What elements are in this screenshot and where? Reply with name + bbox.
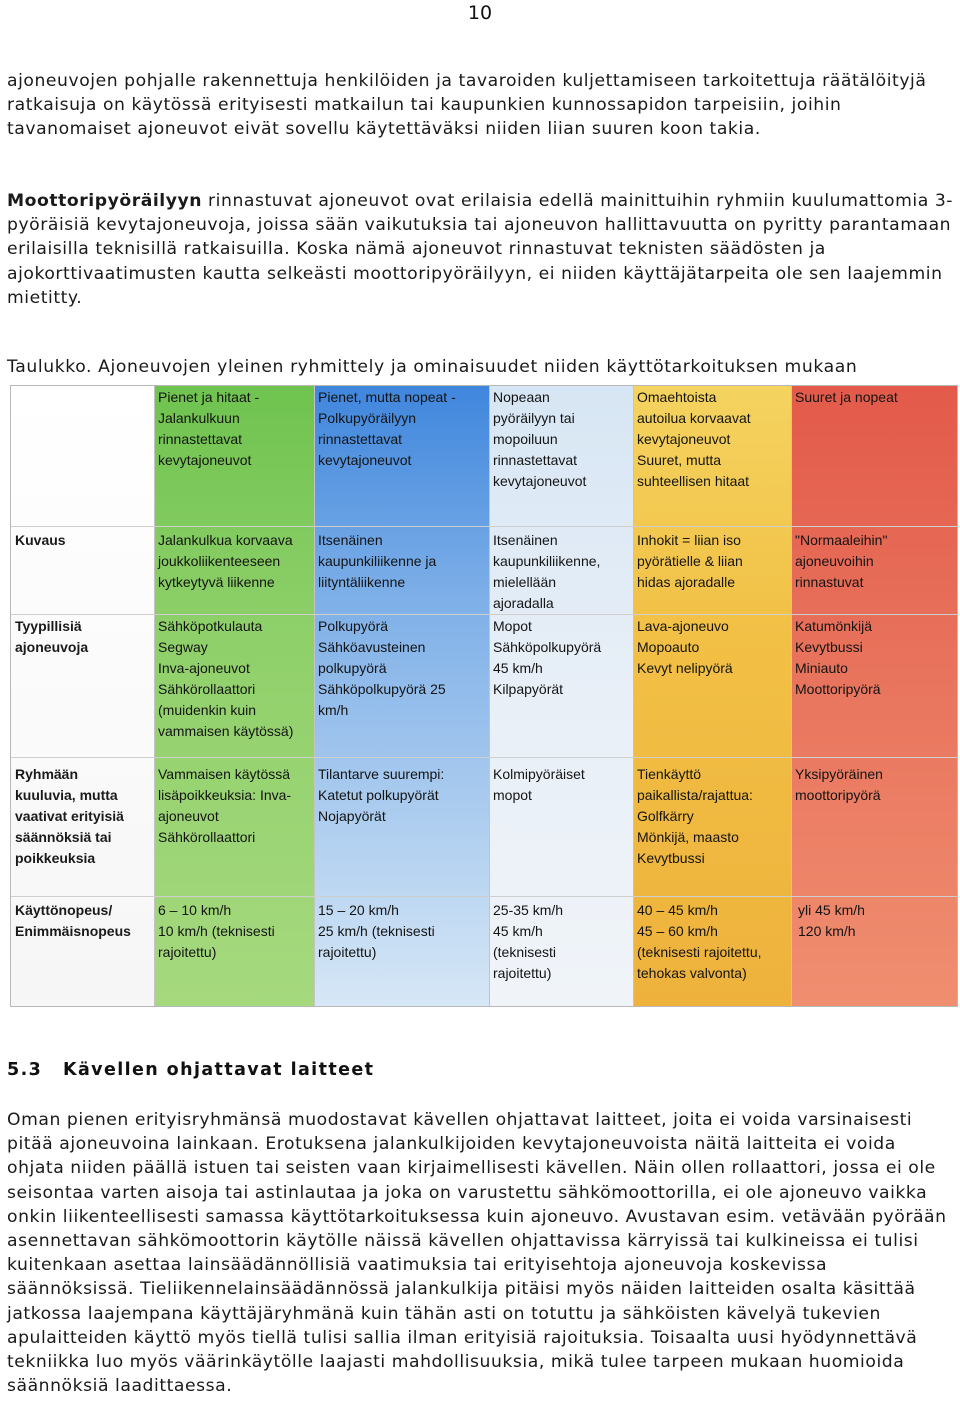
table-cell: Kolmipyöräiset mopot (493, 766, 585, 803)
vehicle-grouping-table (10, 385, 958, 1007)
table-cell: Polkupyörä Sähköavusteinen polkupyörä Sähköpolkupyörä 25 km/h (318, 618, 446, 718)
table-cell: Itsenäinen kaupunkiliikenne, mielellään ajoradalla (493, 532, 601, 611)
table-cell: Jalankulkua korvaava joukkoliikenteeseen kytkeytyvä liikenne (158, 532, 293, 590)
section-heading (7, 1060, 374, 1080)
row-label: Käyttönopeus/ Enimmäisnopeus (15, 902, 131, 939)
paragraph-motorcycle (7, 189, 955, 310)
table-row-divider (11, 757, 957, 758)
paragraph-intro: ajoneuvojen pohjalle rakennettuja henkilöiden ja tavaroiden kuljettamiseen tarkoitettuja räätälöityjä ratkaisuja on käytössä erityisesti matkailun tai kaupunkien kunnossapidon tarpeisiin, joihin tavanomaiset ajoneuvot eivät sovellu käytettäväksi niiden liian suuren koon takia. (7, 71, 927, 140)
row-label: Tyypillisiä ajoneuvoja (15, 618, 89, 655)
table-row-divider (11, 526, 957, 527)
table-cell: Katumönkijä Kevytbussi Miniauto Moottoripyörä (795, 618, 881, 697)
table-cell: yli 45 km/h 120 km/h (798, 902, 865, 939)
table-cell: 15 – 20 km/h 25 km/h (teknisesti rajoitettu) (318, 902, 435, 960)
table-cell: Yksipyöräinen moottoripyörä (795, 766, 883, 803)
table-cell: Lava-ajoneuvo Mopoauto Kevyt nelipyörä (637, 618, 733, 676)
column-header: Pienet ja hitaat - Jalankulkuun rinnastettavat kevytajoneuvot (158, 389, 260, 468)
table-cell: Itsenäinen kaupunkiliikenne ja liityntäliikenne (318, 532, 437, 590)
column-header: Omaehtoista autoilua korvaavat kevytajoneuvot Suuret, mutta suhteellisen hitaat (637, 389, 751, 489)
table-cell: Inhokit = liian iso pyörätielle & liian hidas ajoradalle (637, 532, 743, 590)
row-label: Kuvaus (15, 532, 66, 548)
table-divider (633, 386, 634, 1006)
section-title: Kävellen ohjattavat laitteet (63, 1060, 375, 1080)
section-number: 5.3 (7, 1060, 43, 1080)
table-divider (314, 386, 315, 1006)
table-cell: Tienkäyttö paikallista/rajattua: Golfkärry Mönkijä, maasto Kevytbussi (637, 766, 753, 866)
table-divider (154, 386, 155, 1006)
table-cell: Vammaisen käytössä lisäpoikkeuksia: Inva- ajoneuvot Sähkörollaattori (158, 766, 292, 845)
paragraph-motorcycle-text: rinnastuvat ajoneuvot ovat erilaisia edellä mainittuihin ryhmiin kuulumattomia 3-pyöräisiä kevytajoneuvoja, joissa sään vaikutuksia tai ajoneuvon hallittavuutta on pyritty parantamaan erilaisilla teknisillä ratkaisuilla. Koska nämä ajoneuvot rinnastuvat teknisten säädösten ja ajokorttivaatimusten kautta selkeästi moottoripyöräilyyn, ei niiden käyttäjätarpeita ole sen laajemmin mietitty. (7, 191, 954, 308)
table-cell: 25-35 km/h 45 km/h (teknisesti rajoitettu) (493, 902, 564, 981)
table-divider (489, 386, 490, 1006)
table-cell: 6 – 10 km/h 10 km/h (teknisesti rajoitettu) (158, 902, 275, 960)
table-caption: Taulukko. Ajoneuvojen yleinen ryhmittely ja ominaisuudet niiden käyttötarkoituksen mukaan (7, 357, 858, 377)
table-cell: Sähköpotkulauta Segway Inva-ajoneuvot Sähkörollaattori (muidenkin kuin vammaisen käytössä) (158, 618, 294, 739)
table-row-divider (11, 896, 957, 897)
table-cell: 40 – 45 km/h 45 – 60 km/h (teknisesti rajoitettu, tehokas valvonta) (637, 902, 762, 981)
table-row-divider (11, 614, 957, 615)
page-number: 10 (467, 2, 493, 24)
column-header: Suuret ja nopeat (795, 389, 898, 405)
column-header: Nopeaan pyöräilyyn tai mopoiluun rinnastettavat kevytajoneuvot (493, 389, 587, 489)
table-divider (791, 386, 792, 1006)
table-cell: Mopot Sähköpolkupyörä 45 km/h Kilpapyörät (493, 618, 602, 697)
table-cell: Tilantarve suurempi: Katetut polkupyörät Nojapyörät (318, 766, 445, 824)
table-cell: "Normaaleihin" ajoneuvoihin rinnastuvat (795, 532, 888, 590)
column-header: Pienet, mutta nopeat - Polkupyöräilyyn rinnastettavat kevytajoneuvot (318, 389, 456, 468)
row-label: Ryhmään kuuluvia, mutta vaativat erityisiä säännöksiä tai poikkeuksia (15, 766, 124, 866)
paragraph-walking-devices: Oman pienen erityisryhmänsä muodostavat kävellen ohjattavat laitteet, joita ei voida varsinaisesti pitää ajoneuvoina lainkaan. Erotuksena jalankulkijoiden kevytajoneuvoista näitä laitteita ei voida ohjata niiden päällä istuen tai seisten vaan kirjaimellisesti kävellen. Näin ollen rollaattori, jossa ei ole seisontaa varten aisoja tai astinlautaa ja joka on varustettu sähkömoottorilla, ei ole ajoneuvo vaikka onkin liikenteellisesti samassa käyttötarkoituksessa kuin ajoneuvo. Avustavan esim. vetävään pyörään asennettavan sähkömoottorin käytölle näissä kävellen ohjattavissa kärryissä tai kulkineissa ei tulisi kuitenkaan asettaa lainsäädännöllisiä vaatimuksia tai erityisehtoja ajoneuvoja koskevissa säännöksissä. Tieliikennelainsäädännössä jalankulkija pitäisi myös näiden laitteiden osalta käsittää jatkossa laajempana käyttäjäryhmänä kuin tähän asti on totuttu ja sähköisten kävelyä tukevien apulaitteiden käyttö myös tiellä tulisi sallia ilman erityisiä rajoituksia. Toisaalta uusi hyödynnettävä tekniikka luo myös väärinkäytölle laajasti mahdollisuuksia, mikä tulee tarpeen mukaan huomioida säännöksiä laadittaessa. (7, 1110, 947, 1397)
paragraph-bold-lead: Moottoripyöräilyyn (7, 191, 203, 211)
